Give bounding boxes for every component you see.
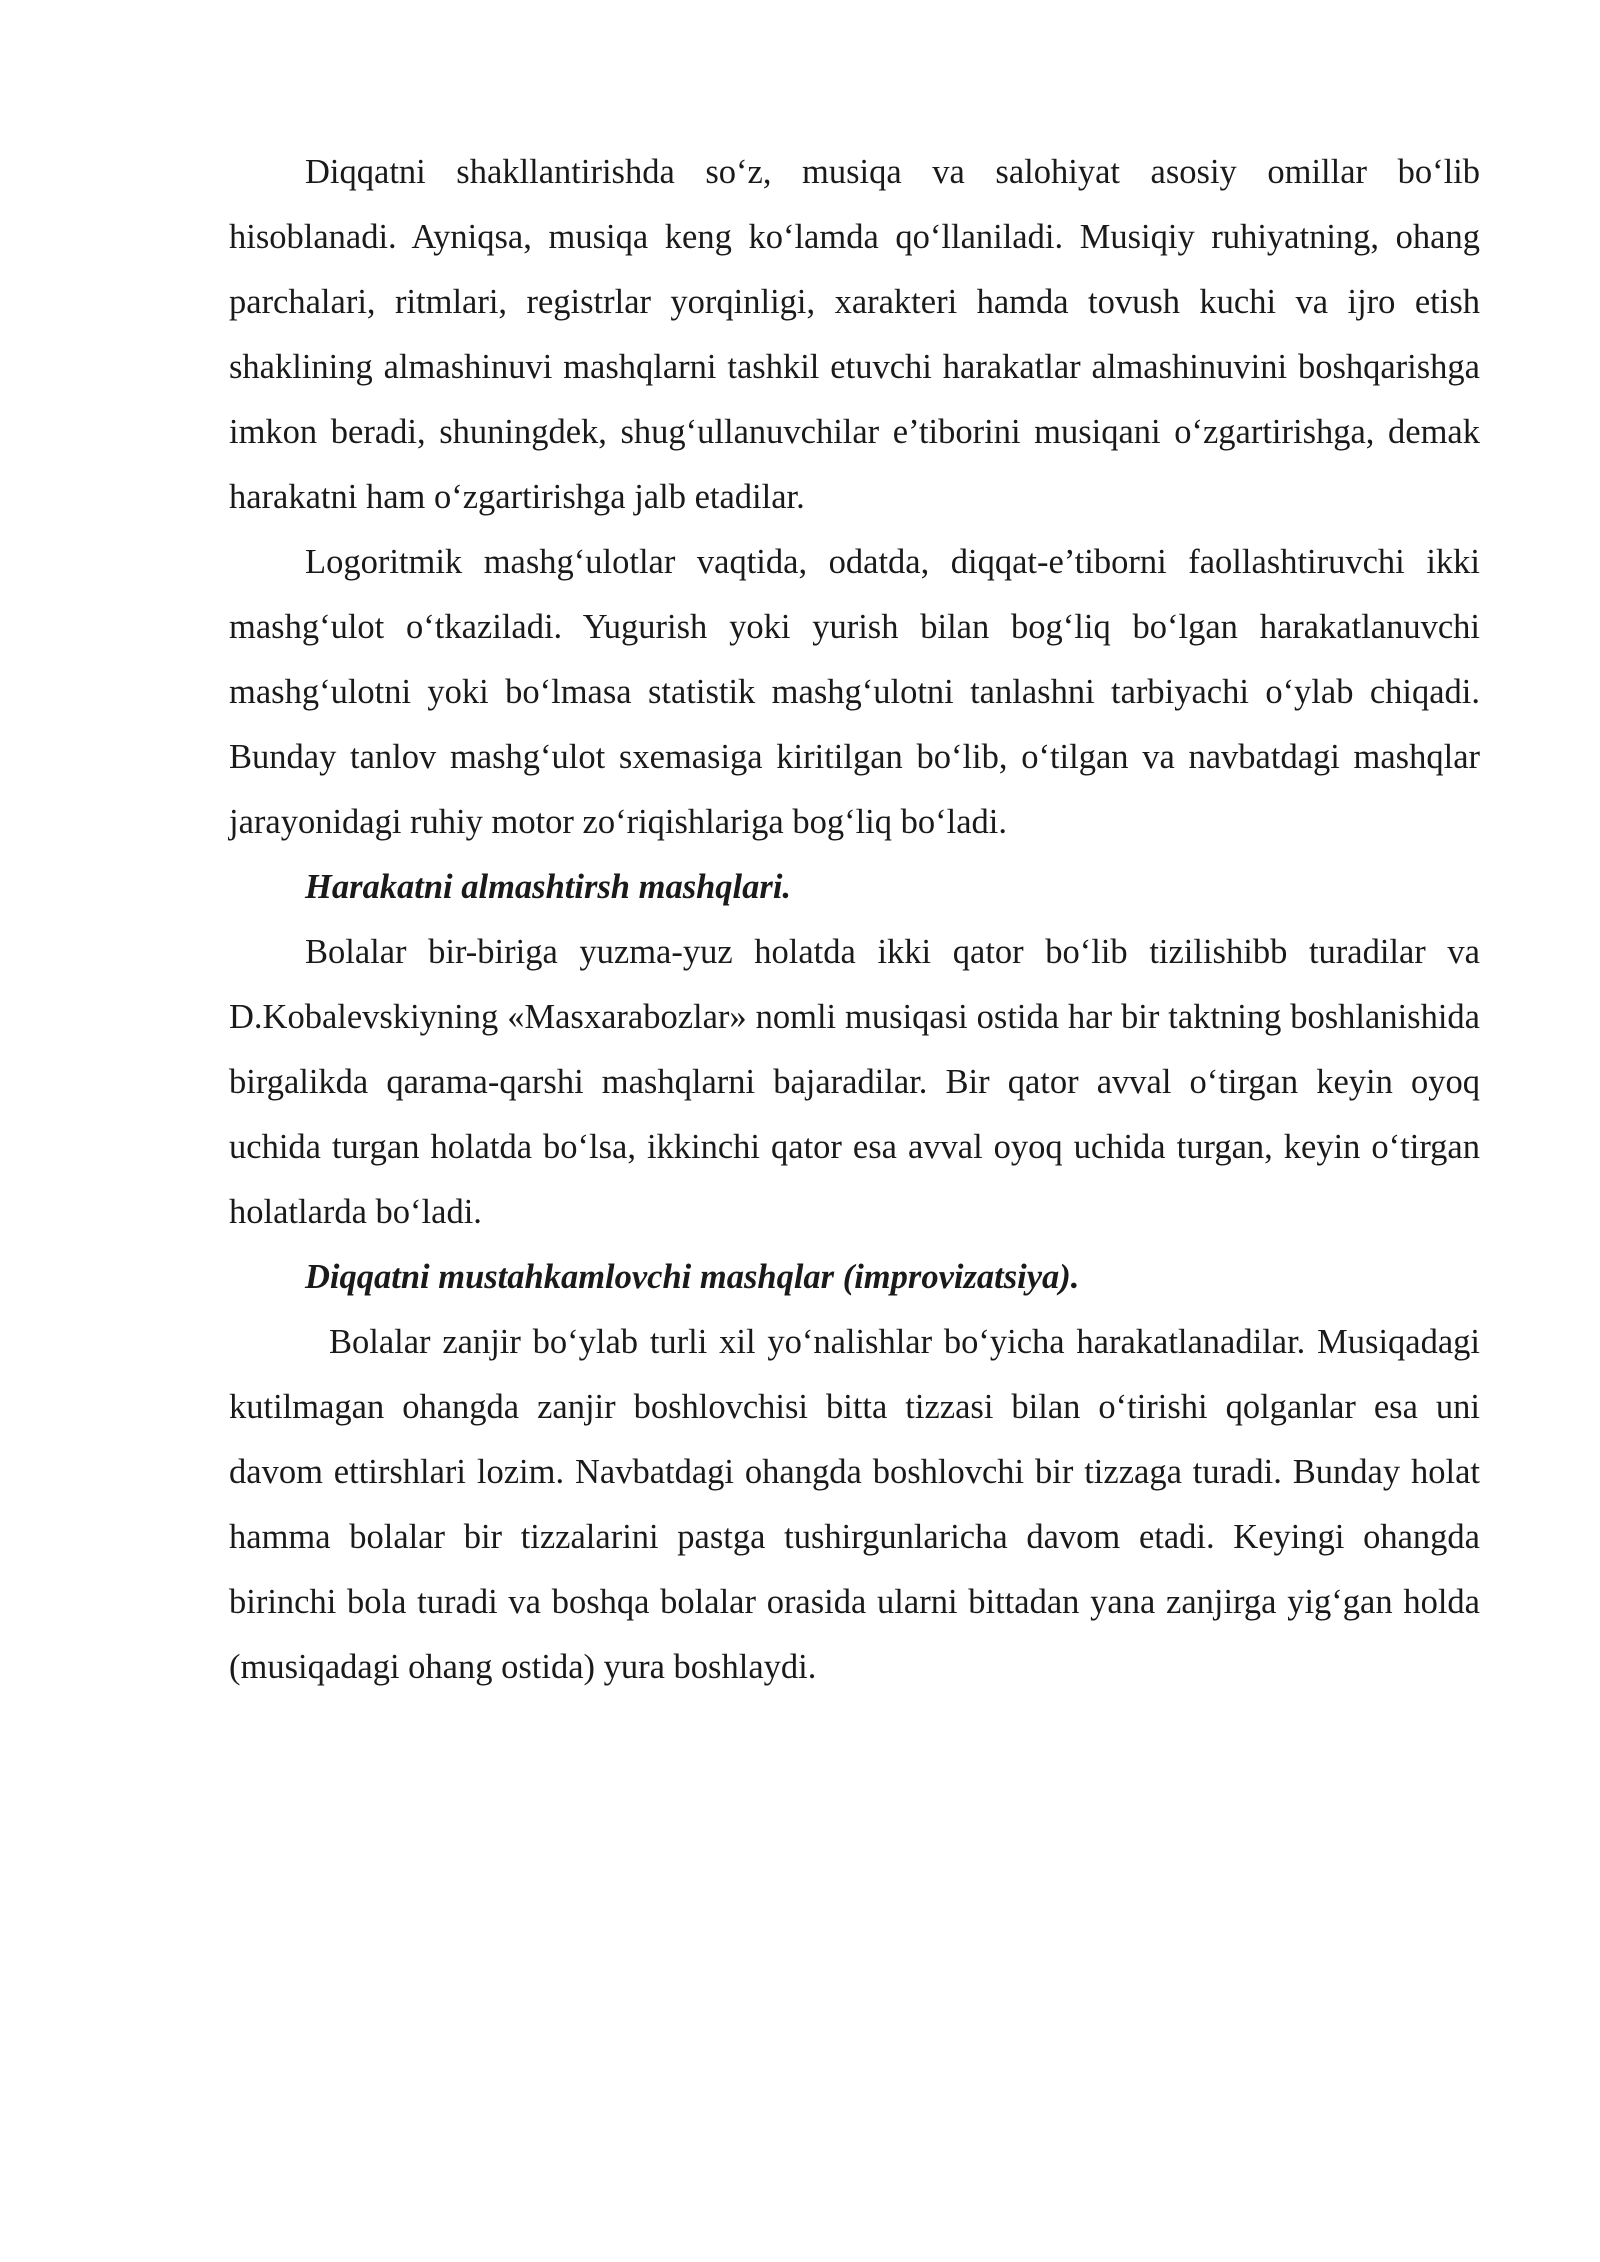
paragraph-logorhythmic-sessions: Logoritmik mashg‘ulotlar vaqtida, odatda, diqqat-e’tiborni faollashtiruvchi ikki mashg‘ulot o‘tkaziladi. Yugurish yoki yurish bilan bog‘liq bo‘lgan harakatlanuvchi mashg‘ulotni yoki bo‘lmasa statistik mashg‘ulotni tanlashni tarbiyachi o‘ylab chiqadi. Bunday tanlov mashg‘ulot sxemasiga kiritilgan bo‘lib, o‘tilgan va navbatdagi mashqlar jarayonidagi ruhiy motor zo‘riqishlariga bog‘liq bo‘ladi.: [229, 543, 1480, 841]
paragraph-chain-exercise: Bolalar zanjir bo‘ylab turli xil yo‘nalishlar bo‘yicha harakatlanadilar. Musiqadagi kutilmagan ohangda zanjir boshlovchisi bitta tizzasi bilan o‘tirishi qolganlar esa uni davom ettirshlari lozim. Navbatdagi ohangda boshlovchi bir tizzaga turadi. Bunday holat hamma bolalar bir tizzalarini pastga tushirgunlaricha davom etadi. Keyingi ohangda birinchi bola turadi va boshqa bolalar orasida ularni bittadan yana zanjirga yig‘gan holda (musiqadagi ohang ostida) yura boshlaydi.: [229, 1323, 1480, 1686]
document-page: [229, 140, 1480, 1700]
heading-movement-change-exercises: Harakatni almashtirsh mashqlari.: [305, 868, 792, 906]
heading-attention-strengthening-exercises: Diqqatni mustahkamlovchi mashqlar (improvizatsiya).: [305, 1258, 1080, 1296]
paragraph-attention-factors: Diqqatni shakllantirishda so‘z, musiqa va salohiyat asosiy omillar bo‘lib hisoblanadi. Ayniqsa, musiqa keng ko‘lamda qo‘llaniladi. Musiqiy ruhiyatning, ohang parchalari, ritmlari, registrlar yorqinligi, xarakteri hamda tovush kuchi va ijro etish shaklining almashinuvi mashqlarni tashkil etuvchi harakatlar almashinuvini boshqarishga imkon beradi, shuningdek, shug‘ullanuvchilar e’tiborini musiqani o‘zgartirishga, demak harakatni ham o‘zgartirishga jalb etadilar.: [229, 153, 1480, 516]
paragraph-two-rows-exercise: Bolalar bir-biriga yuzma-yuz holatda ikki qator bo‘lib tizilishibb turadilar va D.Kobalevskiyning «Masxarabozlar» nomli musiqasi ostida har bir taktning boshlanishida birgalikda qarama-qarshi mashqlarni bajaradilar. Bir qator avval o‘tirgan keyin oyoq uchida turgan holatda bo‘lsa, ikkinchi qator esa avval oyoq uchida turgan, keyin o‘tirgan holatlarda bo‘ladi.: [229, 933, 1480, 1231]
